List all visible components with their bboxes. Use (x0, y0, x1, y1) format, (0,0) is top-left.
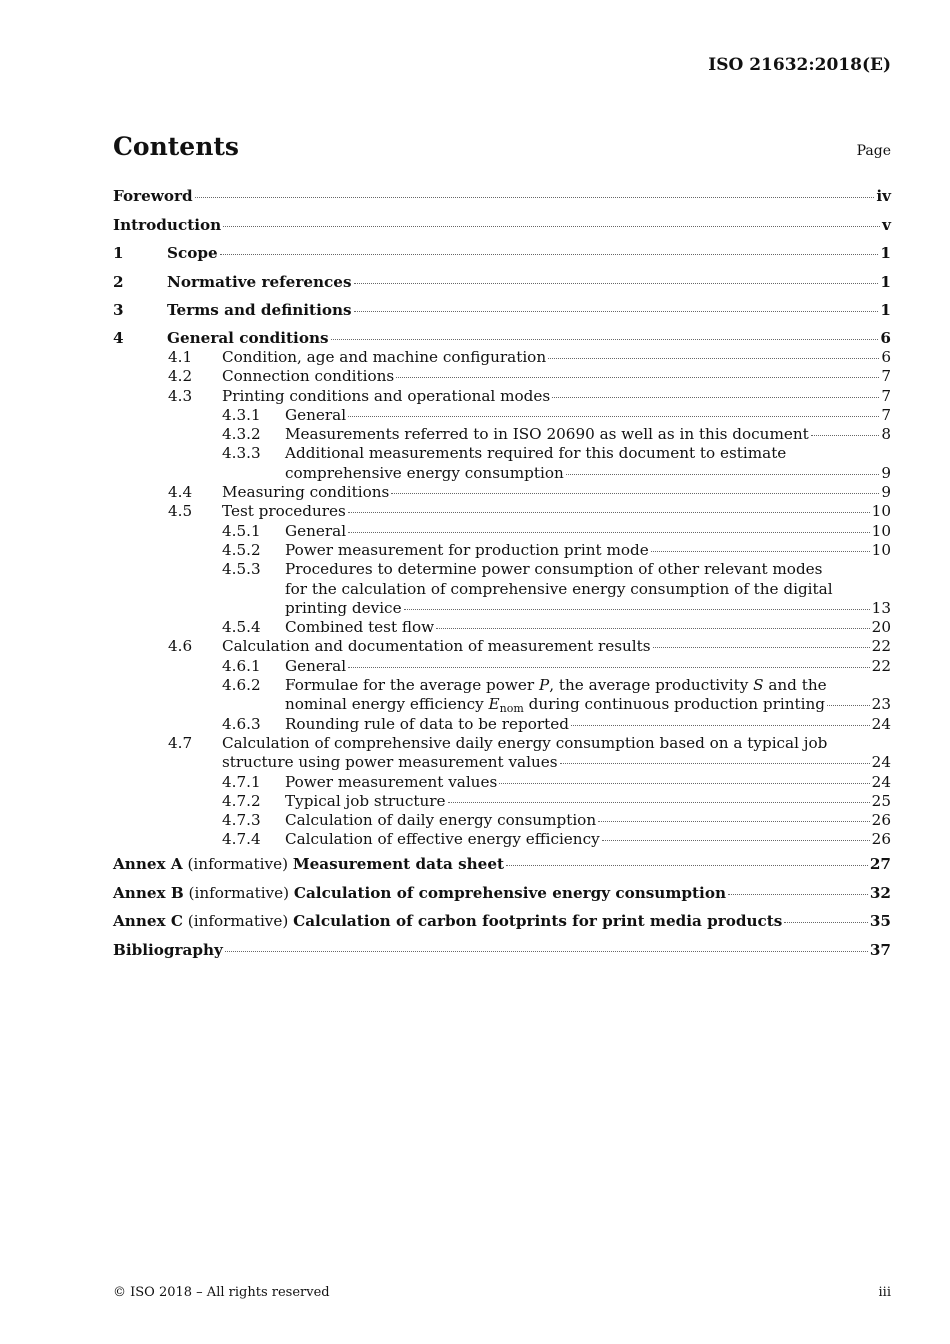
leader-dots (728, 894, 868, 895)
page-column-label: Page (856, 143, 891, 159)
toc-entry-4-6[interactable] (113, 637, 891, 656)
toc-number: 1 (113, 244, 124, 262)
toc-page: 26 (871, 811, 891, 830)
leader-dots (598, 821, 870, 822)
toc-title: General (285, 521, 347, 540)
leader-dots (602, 840, 870, 841)
toc-page: 10 (871, 540, 891, 559)
leader-dots (784, 922, 868, 923)
toc-title: Combined test flow (285, 618, 435, 637)
toc-title: Power measurement for production print mode (285, 540, 649, 559)
toc-title: Calculation and documentation of measurement results (222, 637, 651, 656)
leader-dots (499, 783, 869, 784)
leader-dots (354, 311, 879, 312)
toc-page: 24 (871, 753, 891, 772)
toc-number: 4.7.1 (222, 772, 261, 791)
toc-page: 22 (871, 656, 891, 675)
toc-number: 3 (113, 301, 124, 319)
toc-page: v (882, 215, 891, 234)
toc-page: 20 (871, 618, 891, 637)
toc-title: Introduction (113, 215, 222, 234)
leader-dots (331, 339, 879, 340)
toc-number: 4.4 (168, 483, 193, 502)
toc-page: 13 (871, 598, 891, 617)
toc-number: 4.5.3 (222, 560, 261, 579)
toc-entry-4-7-1[interactable] (113, 773, 891, 792)
toc-entry-4-5-1[interactable] (113, 522, 891, 541)
leader-dots (354, 283, 879, 284)
toc-entry-4-5[interactable] (113, 502, 891, 521)
toc-title: Formulae for the average power P, the average productivity S and the (285, 676, 827, 695)
toc-page: 10 (871, 521, 891, 540)
toc-entry-4-7[interactable] (113, 734, 891, 773)
toc-title-continued: for the calculation of comprehensive energy consumption of the digital (285, 579, 833, 598)
toc-entry-general-conditions[interactable] (113, 329, 891, 349)
toc-title: Calculation of comprehensive daily energy consumption based on a typical job (222, 733, 828, 752)
table-of-contents (113, 186, 891, 968)
toc-title: Measuring conditions (222, 483, 390, 502)
toc-number: 4.5.4 (222, 618, 261, 637)
leader-dots (571, 725, 870, 726)
toc-title: Calculation of effective energy efficiency (285, 830, 600, 849)
toc-number: 4.1 (168, 348, 193, 366)
toc-entry-4-1[interactable] (113, 348, 891, 367)
leader-dots (651, 551, 870, 552)
toc-entry-4-5-4[interactable] (113, 618, 891, 637)
toc-number: 4 (113, 328, 124, 347)
toc-page: 25 (871, 791, 891, 810)
toc-entry-4-2[interactable] (113, 367, 891, 386)
toc-title-continued: structure using power measurement values (222, 753, 558, 772)
toc-title: Printing conditions and operational modes (222, 386, 551, 405)
toc-title-continued: comprehensive energy consumption (285, 463, 564, 482)
leader-dots (225, 951, 868, 952)
toc-page: 27 (869, 855, 891, 874)
leader-dots (548, 358, 879, 359)
toc-title: Additional measurements required for this document to estimate (285, 444, 787, 463)
leader-dots (560, 763, 870, 764)
toc-number: 4.3 (168, 386, 193, 405)
toc-page: 37 (869, 940, 891, 959)
toc-entry-foreword[interactable] (113, 186, 891, 215)
contents-heading: Contents (113, 132, 240, 161)
copyright-notice: © ISO 2018 – All rights reserved (113, 1285, 330, 1300)
toc-title-continued: nominal energy efficiency $E_{nom}$ during continuous production printing (285, 695, 825, 716)
toc-title-continued: printing device (285, 598, 402, 617)
toc-title: General (285, 656, 347, 675)
toc-number: 4.5.2 (222, 540, 261, 559)
leader-dots (404, 609, 870, 610)
toc-page: 35 (869, 912, 891, 931)
toc-number: 4.5 (168, 502, 193, 521)
toc-title: Connection conditions (222, 367, 395, 386)
toc-title: Procedures to determine power consumption of other relevant modes (285, 560, 823, 579)
toc-page: 6 (881, 348, 891, 366)
toc-entry-4-6-1[interactable] (113, 657, 891, 676)
toc-entry-4-6-2[interactable] (113, 676, 891, 715)
toc-entry-annex-b[interactable] (113, 883, 891, 912)
toc-number: 4.3.1 (222, 405, 261, 424)
leader-dots (566, 474, 880, 475)
leader-dots (223, 226, 880, 227)
toc-title: Bibliography (113, 940, 223, 959)
toc-number: 4.5.1 (222, 521, 261, 540)
toc-entry-annex-c[interactable] (113, 911, 891, 940)
toc-title: Foreword (113, 187, 193, 205)
toc-page: 24 (871, 772, 891, 791)
toc-title: Annex B (informative) Calculation of comprehensive energy consumption (113, 883, 726, 902)
toc-title: Power measurement values (285, 772, 498, 791)
toc-entry-introduction[interactable] (113, 215, 891, 244)
toc-page: 7 (881, 386, 891, 405)
toc-entry-4-5-3[interactable] (113, 560, 891, 618)
toc-number: 4.3.2 (222, 425, 261, 444)
toc-page: 9 (881, 483, 891, 502)
toc-entry-terms-and-definitions[interactable] (113, 300, 891, 329)
toc-page: 7 (881, 405, 891, 424)
leader-dots (396, 377, 879, 378)
toc-entry-4-7-2[interactable] (113, 792, 891, 811)
leader-dots (653, 647, 870, 648)
leader-dots (506, 865, 868, 866)
leader-dots (348, 512, 870, 513)
leader-dots (436, 628, 870, 629)
toc-number: 2 (113, 272, 124, 291)
toc-title: Calculation of daily energy consumption (285, 811, 597, 830)
toc-title: Condition, age and machine configuration (222, 348, 547, 366)
document-id: ISO 21632:2018(E) (708, 55, 891, 75)
leader-dots (348, 532, 870, 533)
toc-title: Rounding rule of data to be reported (285, 714, 569, 733)
toc-page: 32 (869, 883, 891, 902)
leader-dots (220, 254, 879, 255)
toc-entry-4-7-4[interactable] (113, 830, 891, 854)
toc-title: Measurements referred to in ISO 20690 as well as in this document (285, 425, 809, 444)
toc-page: 10 (871, 502, 891, 521)
toc-entry-scope[interactable] (113, 243, 891, 272)
toc-title: General (285, 405, 347, 424)
toc-entry-4-7-3[interactable] (113, 811, 891, 830)
toc-page: 6 (880, 328, 891, 347)
toc-number: 4.6.1 (222, 656, 261, 675)
toc-page: 7 (881, 367, 891, 386)
toc-page: 1 (880, 301, 891, 319)
toc-page: 24 (871, 714, 891, 733)
leader-dots (348, 416, 879, 417)
leader-dots (552, 397, 879, 398)
toc-entry-4-3[interactable] (113, 387, 891, 406)
toc-page: 26 (871, 830, 891, 849)
toc-entry-4-3-3[interactable] (113, 444, 891, 483)
toc-number: 4.7 (168, 733, 193, 752)
toc-title: Annex C (informative) Calculation of carbon footprints for print media products (113, 912, 783, 931)
toc-page: 1 (880, 244, 891, 262)
leader-dots (195, 197, 875, 198)
toc-title: Normative references (167, 272, 352, 291)
toc-title: Annex A (informative) Measurement data sheet (113, 855, 505, 874)
toc-page: 22 (871, 637, 891, 656)
toc-entry-4-3-1[interactable] (113, 406, 891, 425)
leader-dots (391, 493, 879, 494)
toc-title: Terms and definitions (167, 301, 352, 319)
toc-number: 4.3.3 (222, 444, 261, 463)
toc-number: 4.7.2 (222, 791, 261, 810)
toc-title: Scope (167, 244, 218, 262)
toc-page: iv (876, 187, 891, 205)
page-number: iii (878, 1285, 891, 1300)
toc-entry-4-3-2[interactable] (113, 425, 891, 444)
toc-entry-4-4[interactable] (113, 483, 891, 502)
toc-number: 4.7.4 (222, 830, 261, 849)
toc-title: General conditions (167, 328, 329, 347)
toc-page: 1 (880, 272, 891, 291)
leader-dots (448, 802, 870, 803)
toc-title: Test procedures (222, 502, 346, 521)
toc-entry-normative-references[interactable] (113, 272, 891, 301)
toc-page: 8 (881, 425, 891, 444)
toc-page: 23 (871, 695, 891, 714)
leader-dots (827, 705, 870, 706)
toc-entry-4-5-2[interactable] (113, 541, 891, 560)
leader-dots (811, 435, 880, 436)
toc-number: 4.2 (168, 367, 193, 386)
toc-entry-bibliography[interactable] (113, 940, 891, 969)
toc-number: 4.7.3 (222, 811, 261, 830)
toc-number: 4.6.2 (222, 676, 261, 695)
toc-title: Typical job structure (285, 791, 446, 810)
leader-dots (348, 667, 870, 668)
toc-entry-annex-a[interactable] (113, 854, 891, 883)
toc-number: 4.6 (168, 637, 193, 656)
toc-page: 9 (881, 463, 891, 482)
toc-number: 4.6.3 (222, 714, 261, 733)
